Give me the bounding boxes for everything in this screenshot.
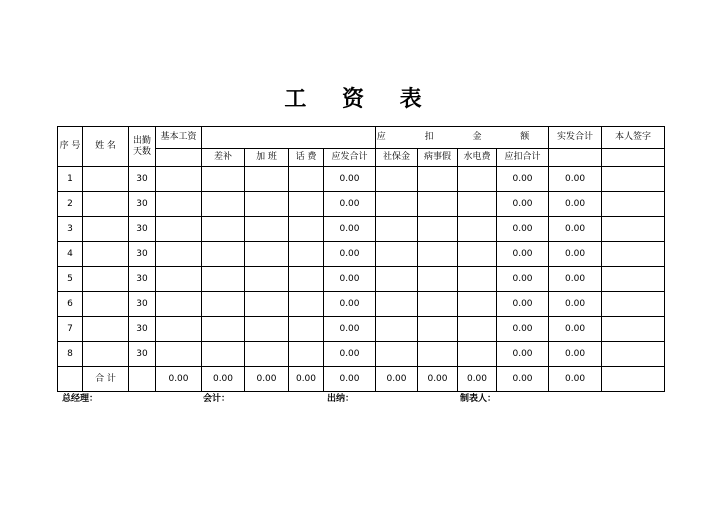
totals-actual-total: 0.00: [549, 367, 602, 392]
cell-signature: [602, 217, 665, 242]
cell-leave: [418, 167, 458, 192]
cell-allowance: [202, 192, 245, 217]
cell-gross-total: 0.00: [324, 342, 376, 367]
footer-manager: 总经理：: [62, 394, 99, 404]
cell-signature: [602, 242, 665, 267]
cell-gross-total: 0.00: [324, 267, 376, 292]
header-utilities: 水电费: [458, 149, 497, 167]
header-signature-sub: [602, 149, 665, 167]
cell-phone: [289, 217, 324, 242]
header-overtime: 加 班: [245, 149, 289, 167]
footer-cashier: 出纳：: [327, 394, 355, 404]
table-row: [58, 192, 665, 217]
cell-actual-total: 0.00: [549, 292, 602, 317]
header-social-security: 社保金: [376, 149, 418, 167]
cell-allowance: [202, 167, 245, 192]
cell-gross-total: 0.00: [324, 167, 376, 192]
cell-actual-total: 0.00: [549, 192, 602, 217]
cell-signature: [602, 292, 665, 317]
cell-social-security: [376, 267, 418, 292]
cell-name: [83, 342, 129, 367]
cell-seq: 1: [58, 167, 83, 192]
table-row: [58, 217, 665, 242]
cell-allowance: [202, 242, 245, 267]
cell-name: [83, 217, 129, 242]
cell-base-salary: [156, 167, 202, 192]
cell-social-security: [376, 242, 418, 267]
cell-name: [83, 317, 129, 342]
cell-actual-total: 0.00: [549, 267, 602, 292]
header-earnings-blank: [202, 127, 376, 149]
cell-utilities: [458, 292, 497, 317]
footer-preparer: 制表人：: [460, 394, 497, 404]
cell-gross-total: 0.00: [324, 192, 376, 217]
cell-gross-total: 0.00: [324, 217, 376, 242]
cell-utilities: [458, 317, 497, 342]
cell-deduction-total: 0.00: [497, 292, 549, 317]
cell-utilities: [458, 217, 497, 242]
cell-leave: [418, 217, 458, 242]
cell-leave: [418, 292, 458, 317]
cell-social-security: [376, 317, 418, 342]
cell-social-security: [376, 167, 418, 192]
header-base-salary-sub: [156, 149, 202, 167]
totals-social-security: 0.00: [376, 367, 418, 392]
cell-base-salary: [156, 342, 202, 367]
cell-phone: [289, 317, 324, 342]
cell-phone: [289, 342, 324, 367]
footer-signatures: [0, 391, 720, 403]
footer-accountant: 会计：: [203, 394, 231, 404]
cell-base-salary: [156, 242, 202, 267]
totals-label: 合 计: [83, 367, 129, 392]
cell-overtime: [245, 267, 289, 292]
cell-seq: 5: [58, 267, 83, 292]
cell-phone: [289, 167, 324, 192]
cell-name: [83, 242, 129, 267]
cell-leave: [418, 242, 458, 267]
header-signature: 本人签字: [602, 127, 665, 149]
totals-deduction-total: 0.00: [497, 367, 549, 392]
cell-gross-total: 0.00: [324, 317, 376, 342]
header-leave: 病事假: [418, 149, 458, 167]
cell-overtime: [245, 192, 289, 217]
table-row: [58, 342, 665, 367]
table-row: [58, 292, 665, 317]
totals-phone: 0.00: [289, 367, 324, 392]
cell-signature: [602, 342, 665, 367]
table-totals: [58, 367, 665, 392]
cell-seq: 7: [58, 317, 83, 342]
cell-allowance: [202, 217, 245, 242]
cell-base-salary: [156, 292, 202, 317]
cell-base-salary: [156, 217, 202, 242]
cell-seq: 2: [58, 192, 83, 217]
cell-overtime: [245, 167, 289, 192]
cell-attendance: 30: [129, 167, 156, 192]
cell-name: [83, 167, 129, 192]
cell-actual-total: 0.00: [549, 342, 602, 367]
header-allowance: 差补: [202, 149, 245, 167]
cell-allowance: [202, 317, 245, 342]
cell-overtime: [245, 317, 289, 342]
cell-allowance: [202, 267, 245, 292]
cell-deduction-total: 0.00: [497, 192, 549, 217]
cell-social-security: [376, 292, 418, 317]
cell-gross-total: 0.00: [324, 292, 376, 317]
cell-deduction-total: 0.00: [497, 267, 549, 292]
header-seq: 序 号: [58, 127, 83, 167]
table-body: [58, 167, 665, 367]
cell-seq: 4: [58, 242, 83, 267]
header-deductions-group: 应 扣 金 额: [376, 127, 549, 149]
cell-name: [83, 292, 129, 317]
cell-seq: 3: [58, 217, 83, 242]
cell-phone: [289, 292, 324, 317]
cell-signature: [602, 167, 665, 192]
totals-base-salary: 0.00: [156, 367, 202, 392]
cell-signature: [602, 192, 665, 217]
totals-gross-total: 0.00: [324, 367, 376, 392]
totals-seq: [58, 367, 83, 392]
cell-seq: 8: [58, 342, 83, 367]
header-base-salary: 基本工资: [156, 127, 202, 149]
cell-actual-total: 0.00: [549, 317, 602, 342]
cell-seq: 6: [58, 292, 83, 317]
cell-phone: [289, 267, 324, 292]
header-actual-total: 实发合计: [549, 127, 602, 149]
totals-leave: 0.00: [418, 367, 458, 392]
cell-actual-total: 0.00: [549, 167, 602, 192]
cell-overtime: [245, 342, 289, 367]
totals-overtime: 0.00: [245, 367, 289, 392]
header-attendance: 出勤天数: [129, 127, 156, 167]
header-name: 姓 名: [83, 127, 129, 167]
cell-actual-total: 0.00: [549, 217, 602, 242]
totals-utilities: 0.00: [458, 367, 497, 392]
header-gross-total: 应发合计: [324, 149, 376, 167]
table-header: [58, 127, 665, 167]
table-row: [58, 267, 665, 292]
table-row: [58, 167, 665, 192]
cell-gross-total: 0.00: [324, 242, 376, 267]
cell-utilities: [458, 192, 497, 217]
cell-name: [83, 192, 129, 217]
cell-phone: [289, 242, 324, 267]
header-deduction-total: 应扣合计: [497, 149, 549, 167]
cell-attendance: 30: [129, 217, 156, 242]
header-actual-total-sub: [549, 149, 602, 167]
cell-leave: [418, 317, 458, 342]
cell-attendance: 30: [129, 317, 156, 342]
cell-utilities: [458, 267, 497, 292]
cell-deduction-total: 0.00: [497, 217, 549, 242]
cell-base-salary: [156, 267, 202, 292]
cell-social-security: [376, 217, 418, 242]
cell-deduction-total: 0.00: [497, 242, 549, 267]
header-phone: 话 费: [289, 149, 324, 167]
cell-attendance: 30: [129, 292, 156, 317]
cell-deduction-total: 0.00: [497, 342, 549, 367]
cell-utilities: [458, 242, 497, 267]
cell-signature: [602, 317, 665, 342]
cell-attendance: 30: [129, 192, 156, 217]
cell-utilities: [458, 167, 497, 192]
cell-social-security: [376, 342, 418, 367]
cell-social-security: [376, 192, 418, 217]
cell-overtime: [245, 242, 289, 267]
cell-deduction-total: 0.00: [497, 317, 549, 342]
cell-overtime: [245, 217, 289, 242]
cell-deduction-total: 0.00: [497, 167, 549, 192]
cell-name: [83, 267, 129, 292]
page-title: 工 资 表: [284, 87, 436, 112]
cell-attendance: 30: [129, 242, 156, 267]
cell-leave: [418, 267, 458, 292]
cell-leave: [418, 192, 458, 217]
cell-allowance: [202, 292, 245, 317]
cell-phone: [289, 192, 324, 217]
cell-actual-total: 0.00: [549, 242, 602, 267]
cell-attendance: 30: [129, 267, 156, 292]
totals-attendance: [129, 367, 156, 392]
cell-base-salary: [156, 192, 202, 217]
cell-allowance: [202, 342, 245, 367]
cell-leave: [418, 342, 458, 367]
salary-table: [57, 126, 665, 392]
table-row: [58, 317, 665, 342]
cell-signature: [602, 267, 665, 292]
cell-attendance: 30: [129, 342, 156, 367]
totals-signature: [602, 367, 665, 392]
cell-overtime: [245, 292, 289, 317]
cell-utilities: [458, 342, 497, 367]
table-row: [58, 242, 665, 267]
totals-allowance: 0.00: [202, 367, 245, 392]
cell-base-salary: [156, 317, 202, 342]
